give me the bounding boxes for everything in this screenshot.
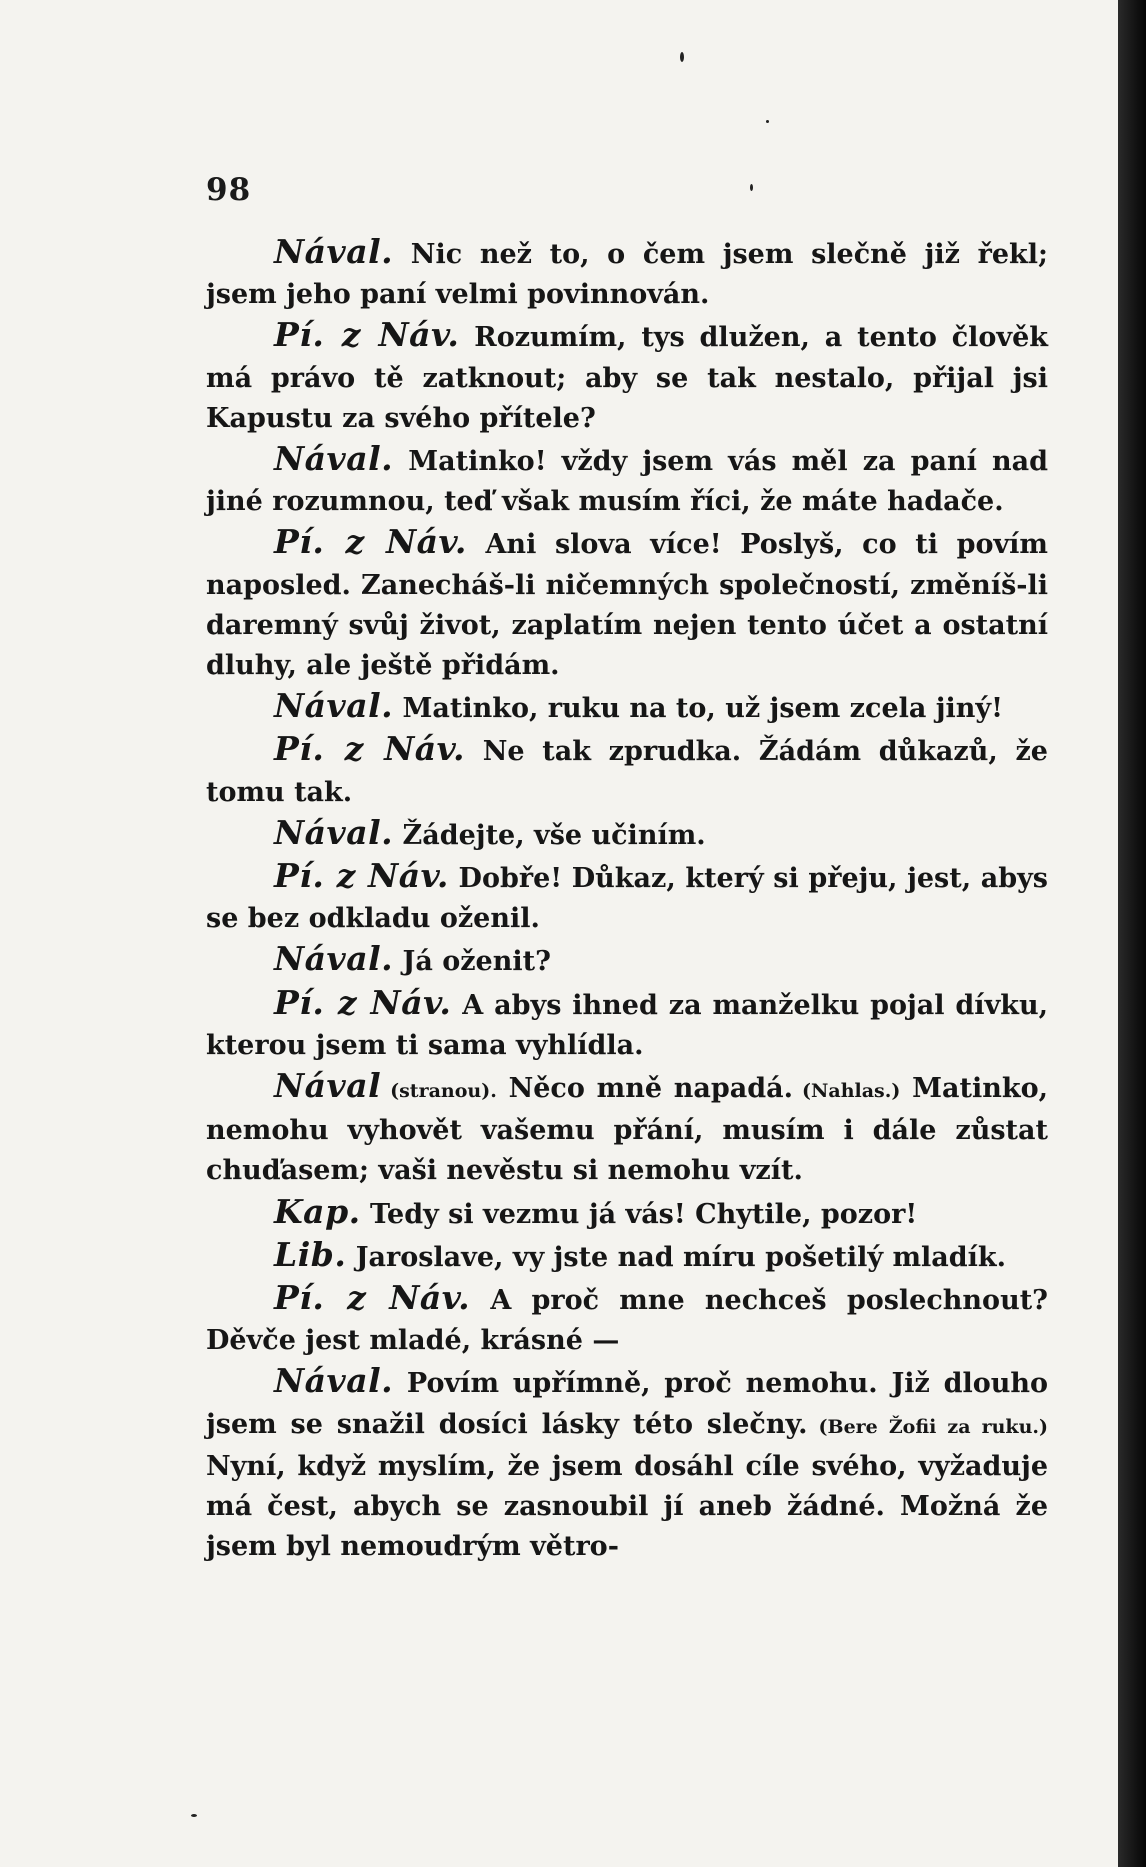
dialogue-text xyxy=(206,232,1048,1568)
speech-text: Nic než to, o čem jsem slečně již řekl; jsem jeho paní velmi povinnován. xyxy=(206,239,1048,311)
speaker-name: Nával. xyxy=(274,686,394,726)
paper-speck xyxy=(750,184,753,191)
speech-text: Něco mně napadá. xyxy=(496,1073,794,1105)
speech-6 xyxy=(206,729,1048,812)
speech-text: Ne tak zprudka. Žádám důkazů, že tomu tak. xyxy=(206,736,1048,808)
speech-12 xyxy=(206,1192,1048,1235)
speech-13 xyxy=(206,1235,1048,1278)
speech-11 xyxy=(206,1066,1048,1192)
speaker-name: Kap. xyxy=(274,1191,361,1231)
speech-15 xyxy=(206,1361,1048,1567)
speech-text: Ani slova více! Poslyš, co ti povím naposled. Zanecháš-li ničemných společností, změníš-li daremný svůj život, zaplatím nejen tento účet a ostatní dluhy, ale ještě přidám. xyxy=(206,529,1048,682)
speaker-name: Pí. z Náv. xyxy=(274,522,467,562)
speech-2 xyxy=(206,315,1048,439)
speaker-name: Pí. z Náv. xyxy=(274,856,449,896)
speech-9 xyxy=(206,939,1048,982)
speech-14 xyxy=(206,1278,1048,1361)
speaker-name: Pí. z Náv. xyxy=(274,982,452,1022)
speaker-name: Lib. xyxy=(274,1234,347,1274)
speech-text: Rozumím, tys dlužen, a tento člověk má právo tě zatknout; aby se tak nestalo, přijal jsi Kapustu za svého přítele? xyxy=(206,322,1048,434)
speaker-name: Nával. xyxy=(274,1361,394,1401)
speech-4 xyxy=(206,522,1048,686)
stage-direction: (Nahlas.) xyxy=(793,1080,901,1103)
speech-8 xyxy=(206,856,1048,939)
speaker-name: Nával. xyxy=(274,232,394,271)
speech-1 xyxy=(206,232,1048,315)
speech-10 xyxy=(206,983,1048,1066)
speech-text: Povím upřímně, proč nemohu. Již dlouho jsem se snažil dosíci lásky této slečny. xyxy=(206,1368,1048,1440)
speaker-name: Nával xyxy=(274,1066,382,1106)
paper-speck xyxy=(191,1814,197,1817)
speaker-name: Nával. xyxy=(274,439,394,479)
speech-text: Nyní, když myslím, že jsem dosáhl cíle svého, vyžaduje má čest, abych se zasnoubil jí aneb žádné. Možná že jsem byl nemoudrým větro- xyxy=(206,1450,1048,1563)
speech-text: A proč mne nechceš poslechnout? Děvče jest mladé, krásné — xyxy=(206,1285,1048,1357)
paper-speck xyxy=(680,52,684,62)
speech-text: Matinko, ruku na to, už jsem zcela jiný! xyxy=(393,693,1003,725)
speaker-name: Pí. z Náv. xyxy=(274,1278,471,1318)
speech-text: A abys ihned za manželku pojal dívku, kterou jsem ti sama vyhlídla. xyxy=(206,989,1048,1061)
speech-3 xyxy=(206,439,1048,522)
speech-text: Jaroslave, vy jste nad míru pošetilý mladík. xyxy=(346,1241,1007,1273)
page-number: 98 xyxy=(206,172,252,208)
speaker-name: Nával. xyxy=(274,812,394,852)
speech-text: Matinko! vždy jsem vás měl za paní nad jiné rozumnou, teď však musím říci, že máte hadače. xyxy=(206,446,1048,518)
stage-direction: (Bere Žofii za ruku.) xyxy=(807,1415,1048,1438)
speech-7 xyxy=(206,813,1048,856)
speech-text: Já oženit? xyxy=(393,946,551,978)
speaker-name: Pí. z Náv. xyxy=(274,315,460,355)
speech-text: Tedy si vezmu já vás! Chytile, pozor! xyxy=(360,1198,918,1230)
stage-direction: (stranou). xyxy=(381,1080,497,1103)
speech-text: Matinko, nemohu vyhovět vašemu přání, musím i dále zůstat chuďasem; vaši nevěstu si nemohu vzít. xyxy=(206,1073,1048,1187)
speech-text: Dobře! Důkaz, který si přeju, jest, abys se bez odkladu oženil. xyxy=(206,863,1048,935)
speech-text: Žádejte, vše učiním. xyxy=(393,819,706,851)
paper-speck xyxy=(766,120,769,123)
speaker-name: Nával. xyxy=(274,939,394,979)
speech-5 xyxy=(206,686,1048,729)
page-edge xyxy=(1118,0,1146,1867)
speaker-name: Pí. z Náv. xyxy=(274,729,466,769)
